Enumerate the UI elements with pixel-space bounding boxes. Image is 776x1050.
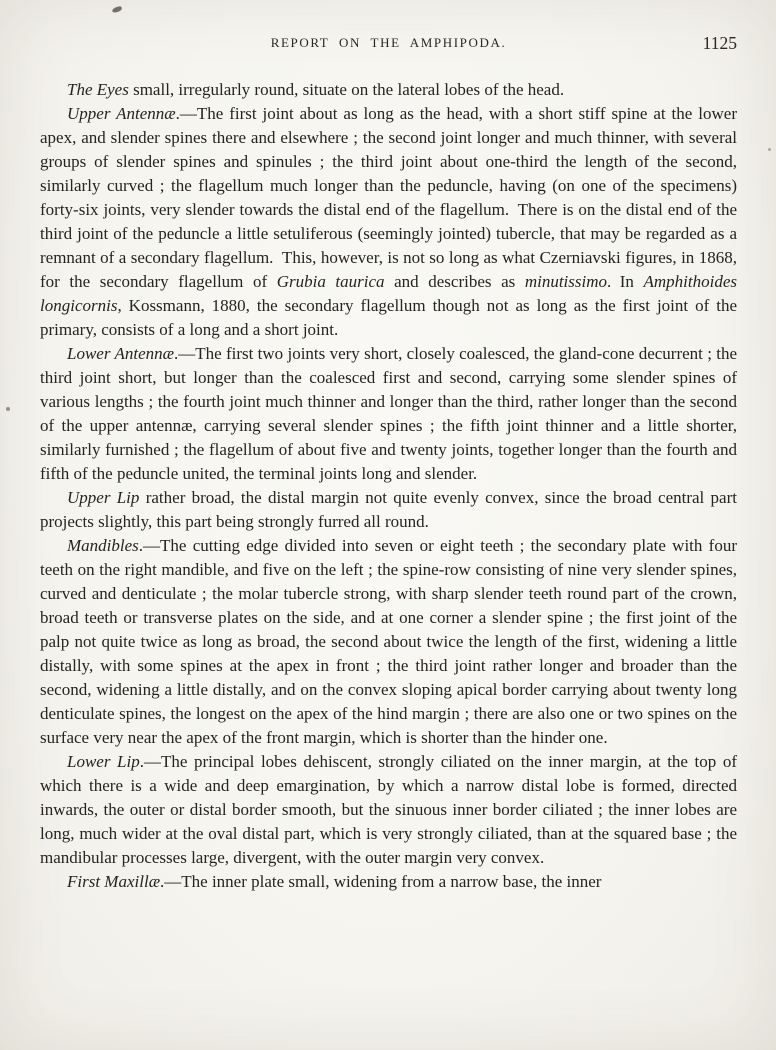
italic-lead: Upper Lip xyxy=(67,488,140,507)
text-run: small, irregularly round, situate on the lateral lobes of the head. xyxy=(128,80,565,99)
page-title: REPORT ON THE AMPHIPODA. xyxy=(270,35,507,50)
text-run: .—The inner plate small, widening from a narrow base, the inner xyxy=(160,872,602,891)
italic-lead: Grubia taurica xyxy=(276,272,385,291)
italic-lead: Lower Antennæ xyxy=(67,344,174,363)
paragraph xyxy=(40,102,737,342)
italic-lead: First Maxillæ xyxy=(67,872,161,891)
scan-speck-right-edge xyxy=(768,148,771,151)
italic-lead: Amphithoides longicornis xyxy=(40,272,737,315)
italic-lead: minutissimo xyxy=(524,272,607,291)
italic-lead: Mandibles xyxy=(67,536,139,555)
scan-speck-left-margin xyxy=(6,407,10,411)
text-run: , Kossmann, 1880, the secondary flagellum though not as long as the first joint of the primary, consists of a long and a short joint. xyxy=(40,296,737,339)
text-run: . In xyxy=(607,272,644,291)
text-run: .—The cutting edge divided into seven or eight teeth ; the secondary plate with four teeth on the right mandible, and five on the left ; the spine-row consisting of nine very slender spines, curved and denticulate ; the molar tubercle strong, with sharp slender teeth round part of the crown, broad teeth or transverse plates on the side, and at one corner a slender spine ; the first joint of the palp not quite twice as long as broad, the second about twice the length of the first, widening a little distally, with some spines at the apex in front ; the third joint rather longer and broader than the second, widening a little distally, and on the convex sloping apical border carrying about twenty long denticulate spines, the longest on the apex of the hind margin ; there are also one or two spines on the surface very near the apex of the front margin, which is shorter than the hinder one. xyxy=(40,536,737,747)
paragraph xyxy=(40,870,737,894)
paragraph xyxy=(40,750,737,870)
italic-lead: Upper Antennæ xyxy=(67,104,176,123)
italic-lead: The Eyes xyxy=(67,80,129,99)
page-number: 1125 xyxy=(702,33,737,53)
text-run: and describes as xyxy=(384,272,525,291)
text-run: .—The first joint about as long as the head, with a short stiff spine at the lower apex, and slender spines there and elsewhere ; the second joint longer and much thinner, with several groups of slender spines and spinules ; the third joint about one-third the length of the second, similarly curved ; the flagellum much longer than the peduncle, having (on one of the specimens) forty-six joints, very slender towards the distal end of the flagellum. There is on the distal end of the third joint of the peduncle a little setuliferous (seemingly jointed) tubercle, that may be regarded as a remnant of a secondary flagellum. This, however, is not so long as what Czerniavski figures, in 1868, for the secondary flagellum of xyxy=(40,104,737,291)
paragraph xyxy=(40,342,737,486)
paragraph xyxy=(40,486,737,534)
text-run: .—The principal lobes dehiscent, strongly ciliated on the inner margin, at the top of which there is a wide and deep emargination, by which a narrow distal lobe is formed, directed inwards, the outer or distal border smooth, but the sinuous inner border ciliated ; the inner lobes are long, much wider at the oval distal part, which is very strongly ciliated, than at the squared base ; the mandibular processes large, divergent, with the outer margin very convex. xyxy=(40,752,737,867)
paragraph xyxy=(40,78,737,102)
running-head xyxy=(40,32,737,54)
text-run: rather broad, the distal margin not quite evenly convex, since the broad central part projects slightly, this part being strongly furred all round. xyxy=(40,488,737,531)
paragraph xyxy=(40,534,737,750)
page-body xyxy=(40,78,737,894)
italic-lead: Lower Lip xyxy=(67,752,140,771)
scan-speck-top-left xyxy=(111,6,122,14)
text-run: .—The first two joints very short, closely coalesced, the gland-cone decurrent ; the third joint short, but longer than the coalesced first and second, carrying some slender spines of various lengths ; the fourth joint much thinner and longer than the third, rather longer than the second of the upper antennæ, carrying several slender spines ; the fifth joint thinner and a little shorter, similarly furnished ; the flagellum of about five and twenty joints, together longer than the fourth and fifth of the peduncle united, the terminal joints long and slender. xyxy=(40,344,737,483)
